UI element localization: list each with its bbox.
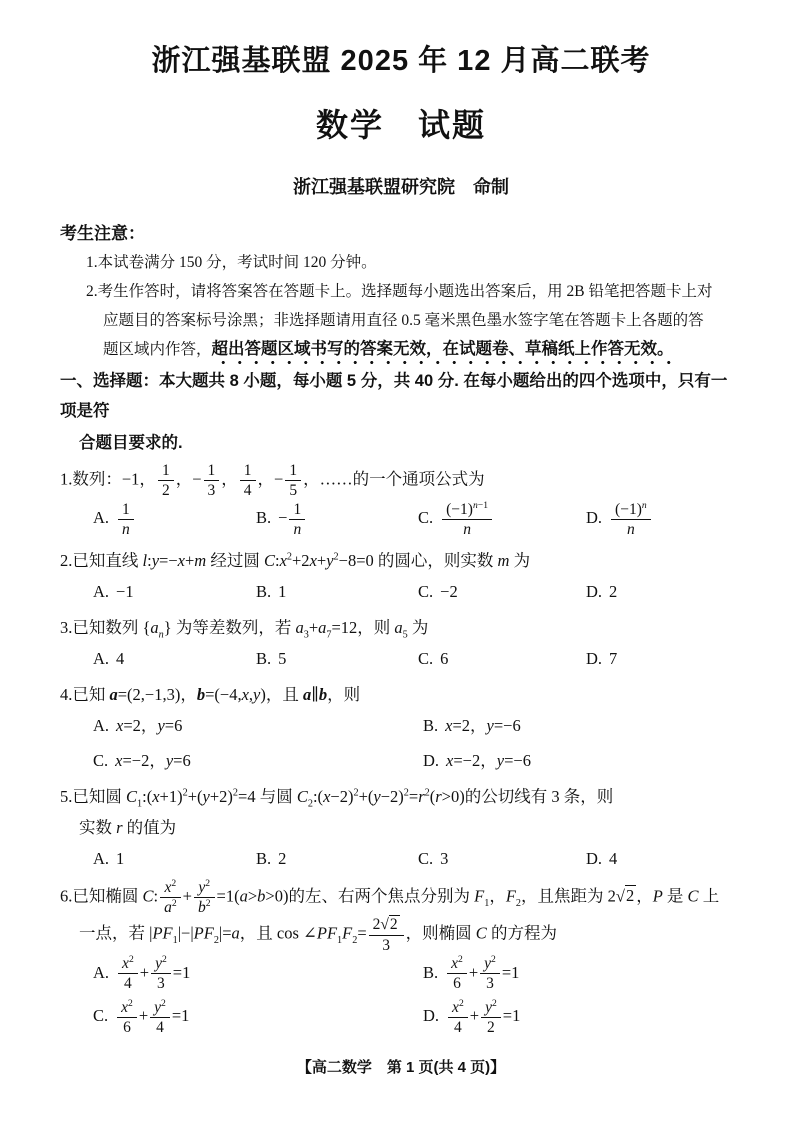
option-label: B. (256, 581, 272, 601)
question-1 (60, 462, 742, 539)
option-label: D. (586, 581, 603, 601)
question-5-options-row (60, 844, 742, 873)
question-5-stem: 实数 r 的值为 (79, 817, 177, 837)
option-value: $\frac{x^2}{4}$ + $\frac{y^2}{3}$ =1 (116, 963, 190, 982)
question-5-stem: 5.已知圆 $C_1:(x+1)^2+(y+2)^2=4$ 与圆 $C_2:(x-2)^2+(y-2)^2=r^2(r>0)$的公切线有 3 条，则 (60, 786, 614, 809)
notice-heading: 考生注意： (60, 224, 145, 243)
option-label: A. (93, 715, 110, 735)
question-6-options-row (60, 955, 742, 993)
section-one-header (60, 364, 742, 458)
option-label: D. (423, 750, 440, 770)
option-label: C. (93, 1006, 109, 1026)
question-6 (60, 879, 742, 1037)
option-value: $\frac{(-1)^{n-1}}{n}$ (440, 508, 494, 527)
option-value: 2 (278, 848, 287, 868)
question-4-options-row (60, 746, 742, 775)
option-value: 4 (116, 648, 125, 668)
option-value: 1 (116, 848, 125, 868)
question-2-stem: 2.已知直线 l:y=−x+m 经过圆 $C:x^2+2x+y^2-8=0$ 的圆心，则实数 m 为 (60, 550, 531, 570)
option-label: A. (93, 648, 110, 668)
question-6-options-row (60, 999, 742, 1037)
question-3-option-D (586, 644, 742, 673)
notice-item-2-line-1: 2.考生作答时，请将答案答在答题卡上。选择题每小题选出答案后，用 2B 铅笔把答题卡上对 (86, 283, 713, 300)
option-value: $\frac{(-1)^n}{n}$ (609, 508, 653, 527)
question-2-option-B (256, 577, 418, 606)
question-1-option-B (256, 501, 418, 539)
question-6-option-A (93, 955, 423, 993)
option-label: B. (423, 962, 439, 982)
question-5 (60, 781, 742, 873)
question-2 (60, 545, 742, 606)
option-value: −2 (440, 581, 458, 601)
question-6-option-C (93, 999, 423, 1037)
option-value: $\frac{x^2}{4}$ + $\frac{y^2}{2}$ =1 (446, 1006, 520, 1025)
option-value: −1 (116, 581, 134, 601)
option-label: A. (93, 508, 110, 528)
question-1-option-C (418, 501, 586, 539)
notice-item-2-line-2: 应题目的答案标号涂黑；非选择题请用直径 0.5 毫米黑色墨水签字笔在答题卡上各题的答 (103, 312, 704, 329)
option-label: B. (256, 508, 272, 528)
question-5-option-C (418, 844, 586, 873)
option-label: B. (423, 715, 439, 735)
question-6-option-D (423, 999, 742, 1037)
question-4-option-D (423, 746, 742, 775)
notice-item-1: 1.本试卷满分 150 分，考试时间 120 分钟。 (86, 254, 377, 271)
question-5-option-B (256, 844, 418, 873)
question-1-option-A (93, 501, 256, 539)
questions (60, 462, 742, 1043)
question-4-option-B (423, 711, 742, 740)
option-value: 2 (609, 581, 618, 601)
question-3-option-B (256, 644, 418, 673)
option-value: x=2，y=6 (116, 715, 183, 735)
option-value: x=−2，y=−6 (446, 750, 531, 770)
question-4-options-row (60, 711, 742, 740)
option-value: 6 (440, 648, 449, 668)
exam-subtitle: 数学 试题 (315, 107, 486, 143)
page-title: 浙江强基联盟 2025 年 12 月高二联考 (151, 45, 651, 77)
question-5-option-D (586, 844, 742, 873)
option-label: A. (93, 848, 110, 868)
option-value: 5 (278, 648, 287, 668)
question-4-option-A (93, 711, 423, 740)
question-1-options-row (60, 501, 742, 539)
option-value: $\frac{1}{n}$ (116, 508, 136, 527)
question-4-option-C (93, 746, 423, 775)
question-5-option-A (93, 844, 256, 873)
option-label: C. (418, 581, 434, 601)
option-label: D. (586, 848, 603, 868)
question-6-option-B (423, 955, 742, 993)
question-2-option-D (586, 577, 742, 606)
question-3-option-C (418, 644, 586, 673)
option-label: D. (586, 648, 603, 668)
question-3-stem: 3.已知数列 $\{a_n\}$ 为等差数列，若 $a_3+a_7=12$，则 $a_5$ 为 (60, 617, 429, 640)
option-label: A. (93, 581, 110, 601)
section-header-line-2: 合题目要求的. (79, 434, 183, 452)
option-label: B. (256, 648, 272, 668)
question-3-option-A (93, 644, 256, 673)
notice-section (60, 220, 742, 364)
option-value: 4 (609, 848, 618, 868)
option-value: 1 (278, 581, 287, 601)
question-2-options-row (60, 577, 742, 606)
option-label: C. (418, 648, 434, 668)
option-label: B. (256, 848, 272, 868)
question-1-stem: 1.数列：−1， $\frac{1}{2}$ ，− $\frac{1}{3}$ ， $\frac{1}{4}$ ，− $\frac{1}{5}$ ，……的一个通项公式为 (60, 462, 485, 500)
option-label: C. (93, 750, 109, 770)
option-value: x=−2，y=6 (115, 750, 191, 770)
option-value: $\frac{x^2}{6}$ + $\frac{y^2}{4}$ =1 (115, 1006, 189, 1025)
question-6-stem: 6.已知椭圆 C: $\frac{x^2}{a^2}$ + $\frac{y^2}{b^2}$ =1(a>b>0)的左、右两个焦点分别为 $F_1$，$F_2$，且焦距为 2√2 ，P 是 C 上 (60, 877, 720, 916)
exam-header (60, 42, 742, 220)
option-label: D. (586, 508, 603, 528)
option-value: x=2，y=−6 (445, 715, 521, 735)
option-value: 7 (609, 648, 618, 668)
page-footer: 【高二数学 第 1 页(共 4 页)】 (296, 1059, 506, 1076)
question-3-options-row (60, 644, 742, 673)
byline: 浙江强基联盟研究院 命制 (293, 177, 509, 197)
notice-item-2-line-3: 题区域内作答，超出答题区域书写的答案无效，在试题卷、草稿纸上作答无效。 (60, 335, 742, 364)
option-value: 3 (440, 848, 449, 868)
option-value: $\frac{x^2}{6}$ + $\frac{y^2}{3}$ =1 (445, 963, 519, 982)
option-value: − $\frac{1}{n}$ (278, 508, 307, 527)
option-label: C. (418, 848, 434, 868)
question-4-stem: 4.已知 a=(2,−1,3)，b=(−4,x,y)，且 a∥b，则 (60, 684, 361, 704)
section-header-line-1: 一、选择题：本大题共 8 小题，每小题 5 分，共 40 分. 在每小题给出的四个选项中，只有一项是符 (60, 372, 728, 420)
question-1-option-D (586, 501, 742, 539)
option-label: A. (93, 962, 110, 982)
question-2-option-A (93, 577, 256, 606)
question-3 (60, 612, 742, 673)
question-2-option-C (418, 577, 586, 606)
question-4 (60, 679, 742, 775)
option-label: D. (423, 1006, 440, 1026)
question-6-stem: 一点，若 $|PF_1|-|PF_2|=a$，且 $\cos \angle PF_1F_2=$ $\frac{2√2}{3}$ ，则椭圆 C 的方程为 (79, 916, 557, 954)
option-label: C. (418, 508, 434, 528)
